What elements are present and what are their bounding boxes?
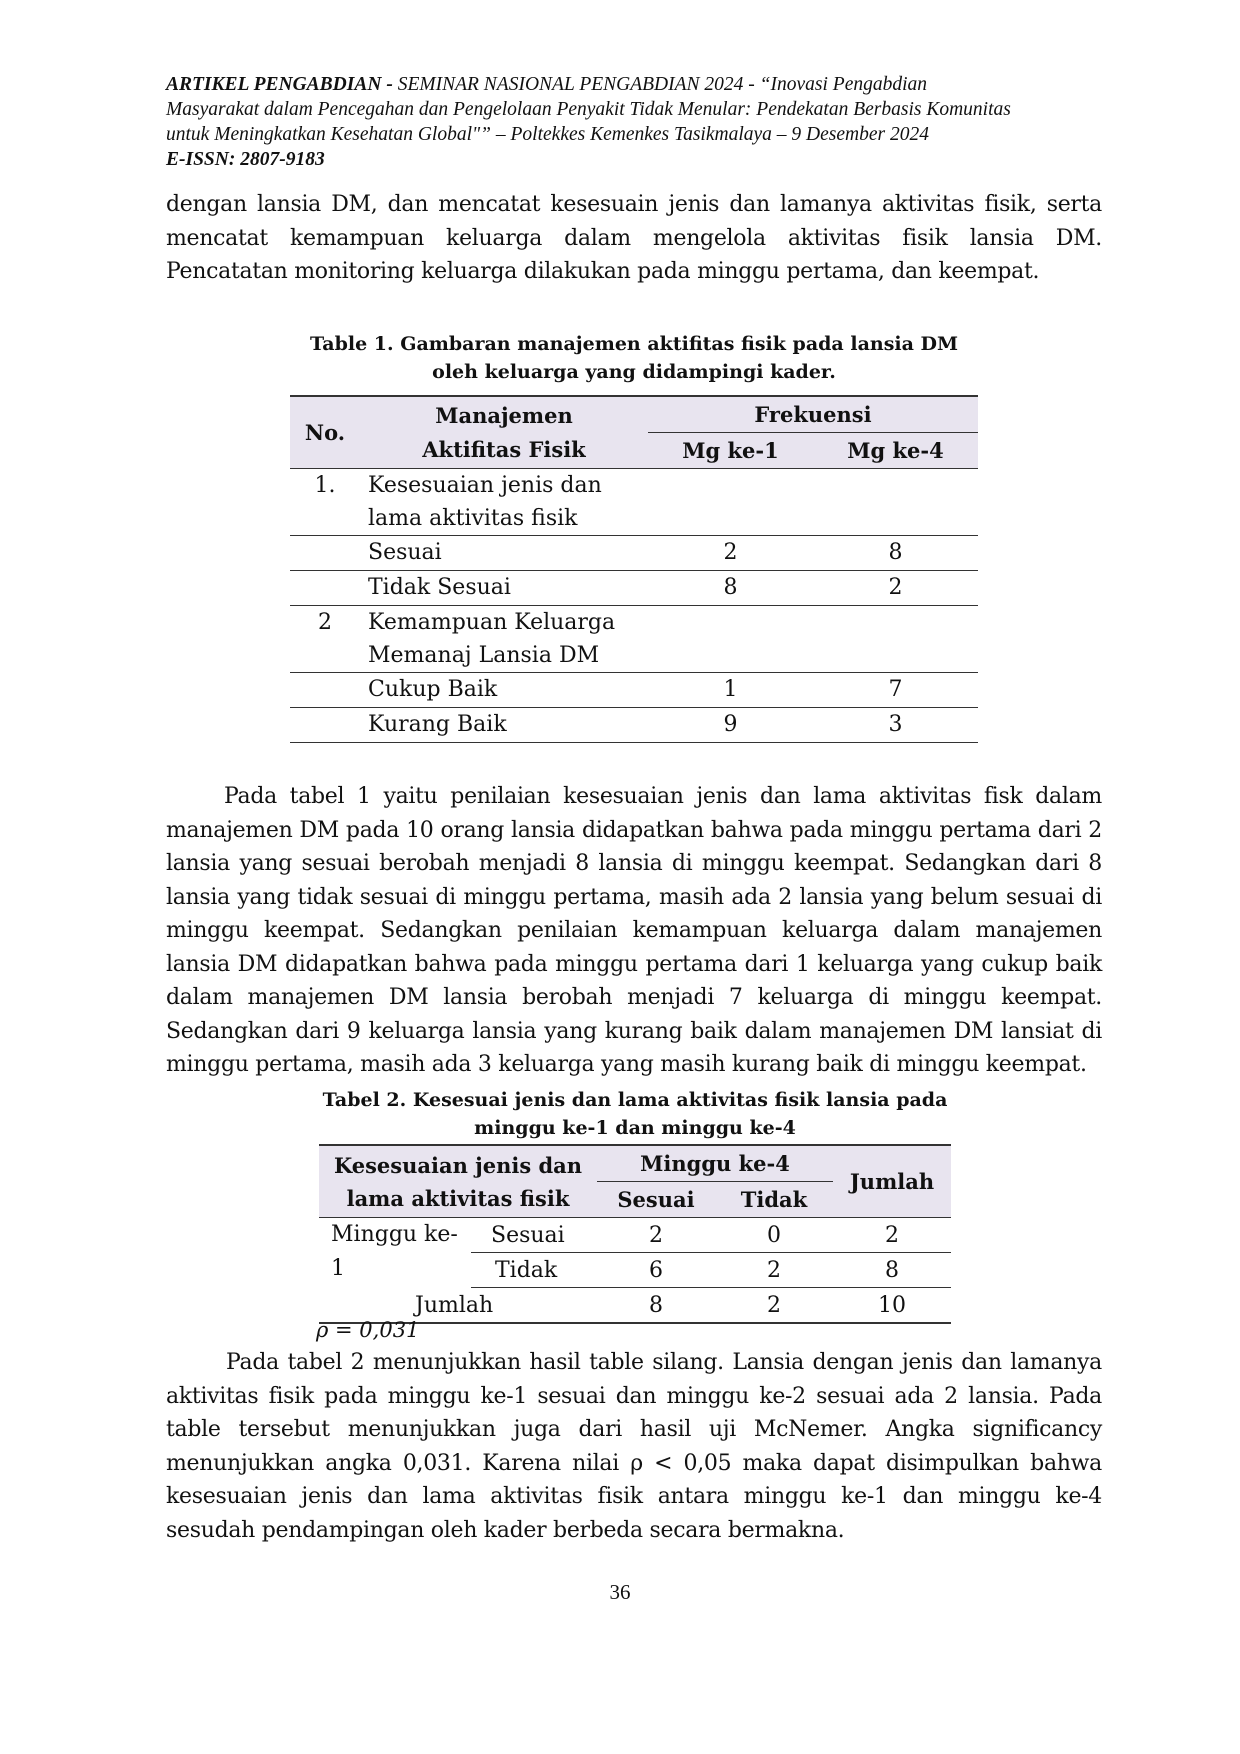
table1-header-item (360, 396, 648, 468)
table2-cell-sesuai: 2 (597, 1218, 715, 1253)
table1-cell-item-line-2: Memanaj Lansia DM (368, 643, 600, 668)
table1-cell-item: Cukup Baik (360, 673, 648, 708)
table2-cell-sesuai: 6 (597, 1253, 715, 1288)
page-number: 36 (609, 1580, 631, 1604)
table2-cell-label: Sesuai (471, 1218, 597, 1253)
table1-cell-week4: 7 (813, 673, 978, 708)
table1-cell-week1: 2 (648, 536, 813, 571)
table1-cell-no (290, 673, 360, 708)
table2-header-sesuai: Sesuai (597, 1182, 715, 1218)
paragraph-table1-discussion: Pada tabel 1 yaitu penilaian kesesuaian jenis dan lama aktivitas fisk dalam manajemen DM pada 10 orang lansia didapatkan bahwa pada minggu pertama dari 2 lansia yang sesuai berobah menjadi 8 lansia di minggu keempat. Sedangkan dari 8 lansia yang tidak sesuai di minggu pertama, masih ada 2 lansia yang belum sesuai di minggu keempat. Sedangkan penilaian kemampuan keluarga dalam manajemen lansia DM didapatkan bahwa pada minggu pertama dari 1 keluarga yang cukup baik dalam manajemen DM lansia berobah menjadi 7 keluarga di minggu keempat. Sedangkan dari 9 keluarga lansia yang kurang baik dalam manajemen DM lansiat di minggu pertama, masih ada 3 keluarga yang masih kurang baik di minggu keempat. (166, 784, 1102, 1077)
table2-header-week4: Minggu ke-4 (597, 1145, 833, 1182)
table2-total-label: Jumlah (319, 1288, 597, 1324)
table1-cell-week4 (813, 606, 978, 673)
table1-cell-week1: 1 (648, 673, 813, 708)
table1-cell-week1 (648, 469, 813, 536)
table1-cell-week1 (648, 606, 813, 673)
table1-cell-no: 1. (290, 469, 360, 536)
table1-caption-line-1: Table 1. Gambaran manajemen aktifitas fisik pada lansia DM (309, 333, 959, 355)
table1-caption-line-2: oleh keluarga yang didampingi kader. (432, 361, 836, 383)
running-header (166, 72, 1096, 172)
table1-cell-no: 2 (290, 606, 360, 673)
table2-cell-tidak: 0 (715, 1218, 833, 1253)
table2-row (319, 1218, 951, 1253)
table1-row (290, 606, 978, 673)
table1-cell-item: Kurang Baik (360, 708, 648, 743)
table2-caption (319, 1086, 951, 1142)
table2-caption-line-2: minggu ke-1 dan minggu ke-4 (474, 1117, 796, 1139)
table1-cell-week4: 2 (813, 571, 978, 606)
table1-cell-week4: 8 (813, 536, 978, 571)
table1-cell-item-line-1: Kesesuaian jenis dan (368, 473, 602, 498)
table1-header-week1: Mg ke-1 (648, 433, 813, 469)
header-issn: E-ISSN: 2807-9183 (166, 149, 325, 170)
table1-cell-item: Tidak Sesuai (360, 571, 648, 606)
table1-header-item-line-2: Aktifitas Fisik (422, 436, 586, 462)
table1-row (290, 536, 978, 571)
table1-row (290, 708, 978, 743)
table2-row-group-line-1: Minggu ke- (331, 1222, 458, 1247)
table2-p-value-note: ρ = 0,031 (316, 1318, 420, 1342)
table2-row-group-line-2: 1 (331, 1256, 345, 1281)
table1-header-frekuensi: Frekuensi (648, 396, 978, 433)
table2-cell-total: 8 (833, 1253, 951, 1288)
table2-header-row-label (319, 1145, 597, 1217)
table2 (319, 1144, 951, 1324)
table1-cell-no (290, 536, 360, 571)
table2-total-tidak: 2 (715, 1288, 833, 1324)
header-article-label: ARTIKEL PENGABDIAN - (166, 74, 393, 95)
table1-cell-week4: 3 (813, 708, 978, 743)
table1-cell-item (360, 469, 648, 536)
table1-caption (290, 330, 978, 386)
header-line-3: untuk Meningkatkan Kesehatan Global"” – Poltekkes Kemenkes Tasikmalaya – 9 Desember 2024 (166, 124, 929, 145)
table1-cell-week1: 9 (648, 708, 813, 743)
table2-caption-line-1: Tabel 2. Kesesuai jenis dan lama aktivitas fisik lansia pada (322, 1089, 948, 1111)
table2-header-row-label-line-1: Kesesuaian jenis dan (333, 1152, 583, 1178)
table1-header-no: No. (290, 396, 360, 468)
table1-cell-item (360, 606, 648, 673)
table1-cell-week1: 8 (648, 571, 813, 606)
table1-row (290, 673, 978, 708)
table1-cell-item-line-2: lama aktivitas fisik (368, 506, 578, 531)
table1-header-item-line-1: Manajemen (435, 402, 573, 428)
table2-total-sesuai: 8 (597, 1288, 715, 1324)
table1-row (290, 469, 978, 536)
table2-cell-total: 2 (833, 1218, 951, 1253)
header-seminar-title: SEMINAR NASIONAL PENGABDIAN 2024 - “Inovasi Pengabdian (397, 74, 928, 95)
table2-cell-tidak: 2 (715, 1253, 833, 1288)
table2-header-tidak: Tidak (715, 1182, 833, 1218)
table1-row (290, 571, 978, 606)
table1-cell-no (290, 708, 360, 743)
intro-paragraph: dengan lansia DM, dan mencatat kesesuain jenis dan lamanya aktivitas fisik, serta mencatat kemampuan keluarga dalam mengelola aktivitas fisik lansia DM. Pencatatan monitoring keluarga dilakukan pada minggu pertama, dan keempat. (166, 192, 1102, 284)
header-line-1 (166, 72, 1096, 97)
paragraph-table2-discussion: Pada tabel 2 menunjukkan hasil table silang. Lansia dengan jenis dan lamanya aktivitas fisik pada minggu ke-1 sesuai dan minggu ke-2 sesuai ada 2 lansia. Pada table tersebut menunjukkan juga dari hasil uji McNemer. Angka significancy menunjukkan angka 0,031. Karena nilai ρ < 0,05 maka dapat disimpulkan bahwa kesesuaian jenis dan lama aktivitas fisik antara minggu ke-1 dan minggu ke-4 sesudah pendampingan oleh kader berbeda secara bermakna. (166, 1350, 1102, 1543)
header-line-2: Masyarakat dalam Pencegahan dan Pengelolaan Penyakit Tidak Menular: Pendekatan Berbasis Komunitas (166, 99, 1011, 120)
table1 (290, 395, 978, 743)
table1-cell-no (290, 571, 360, 606)
table1-cell-item-line-1: Kemampuan Keluarga (368, 610, 616, 635)
table2-row-group-label (319, 1218, 471, 1288)
table1-cell-week4 (813, 469, 978, 536)
table2-header-total: Jumlah (833, 1145, 951, 1217)
table2-cell-label: Tidak (471, 1253, 597, 1288)
table1-cell-item: Sesuai (360, 536, 648, 571)
table1-header-week4: Mg ke-4 (813, 433, 978, 469)
table2-total-total: 10 (833, 1288, 951, 1324)
table2-header-row-label-line-2: lama aktivitas fisik (346, 1185, 570, 1211)
